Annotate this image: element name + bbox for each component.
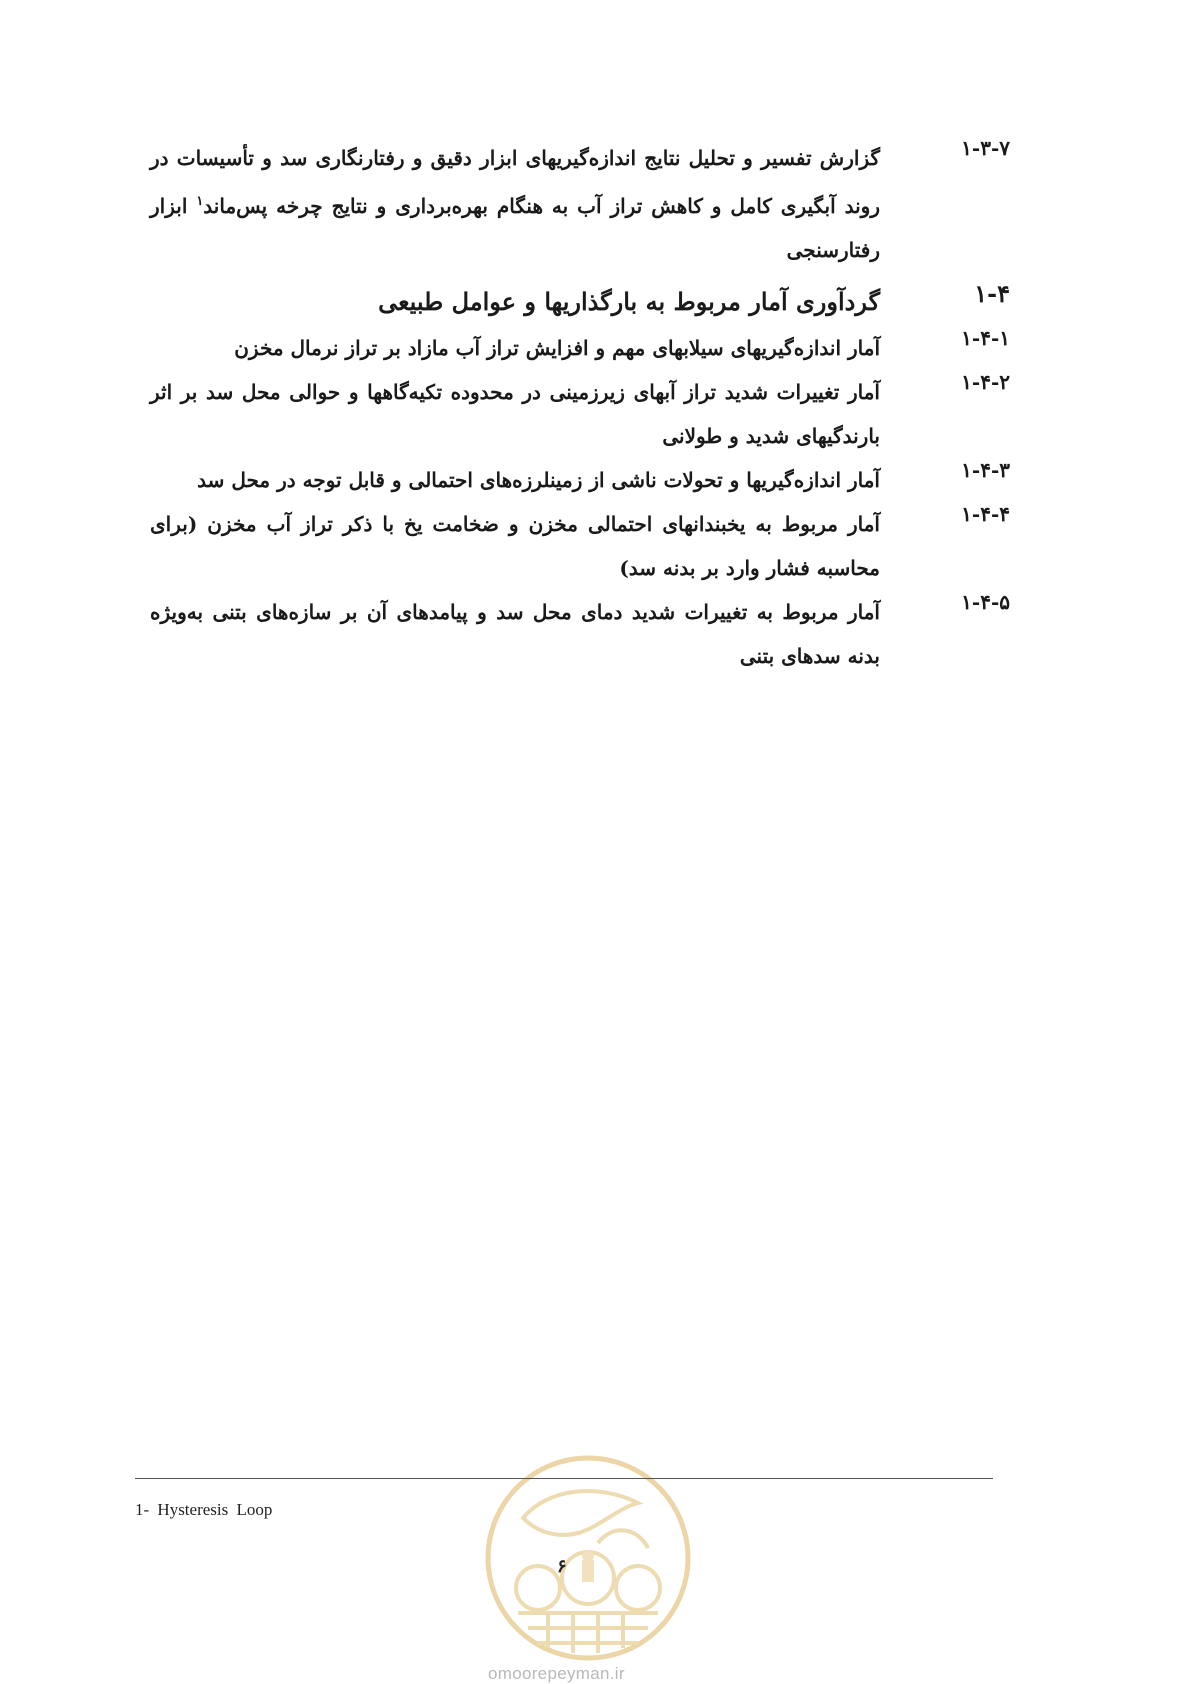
- item-text: آمار اندازه‌گیریهای سیلابهای مهم و افزایش تراز آب مازاد بر تراز نرمال مخزن: [234, 336, 880, 360]
- heading-number: ۱-۴: [974, 279, 1010, 308]
- item-number: ۱-۴-۵: [961, 590, 1010, 614]
- heading-text: گردآوری آمار مربوط به بارگذاریها و عوامل طبیعی: [378, 287, 880, 316]
- item-number: ۱-۴-۴: [961, 502, 1010, 526]
- page-number: ۶: [557, 1556, 567, 1577]
- section-heading: [150, 279, 1010, 325]
- list-item: [150, 502, 1010, 590]
- item-number: ۱-۴-۲: [961, 370, 1010, 394]
- item-text: آمار تغییرات شدید تراز آبهای زیرزمینی در محدوده تکیه‌گاهها و حوالی محل سد بر اثر بارندگیهای شدید و طولانی: [150, 380, 880, 448]
- item-text: [150, 136, 880, 272]
- item-text-tail: ابزار رفتارسنجی: [150, 194, 880, 262]
- list-item: [150, 370, 1010, 458]
- item-text: آمار اندازه‌گیریها و تحولات ناشی از زمینلرزه‌های احتمالی و قابل توجه در محل سد: [197, 468, 880, 492]
- item-text: آمار مربوط به یخبندانهای احتمالی مخزن و ضخامت یخ با ذکر تراز آب مخزن (برای محاسبه فشار وارد بر بدنه سد): [150, 512, 880, 580]
- list-item: [150, 326, 1010, 370]
- footnote-divider: [135, 1478, 993, 1479]
- footnote-reference: ۱: [196, 194, 204, 209]
- list-item: [150, 590, 1010, 678]
- footnote: 1- Hysteresis Loop: [135, 1500, 273, 1519]
- item-number: ۱-۴-۳: [961, 458, 1010, 482]
- list-item: [150, 136, 1010, 272]
- list-item: [150, 458, 1010, 502]
- gear-seal-logo-icon: [478, 1448, 698, 1668]
- item-number: ۱-۳-۷: [961, 136, 1010, 160]
- item-text: آمار مربوط به تغییرات شدید دمای محل سد و پیامدهای آن بر سازه‌های بتنی به‌ویژه بدنه سدهای بتنی: [150, 600, 880, 668]
- watermark-url: omoorepeyman.ir: [488, 1664, 625, 1683]
- item-text-main: گزارش تفسیر و تحلیل نتایج اندازه‌گیریهای ابزار دقیق و رفتارنگاری سد و تأسیسات در روند آبگیری کامل و کاهش تراز آب به هنگام بهره‌برداری و نتایج چرخه پس‌ماند: [150, 146, 880, 218]
- item-number: ۱-۴-۱: [961, 326, 1010, 350]
